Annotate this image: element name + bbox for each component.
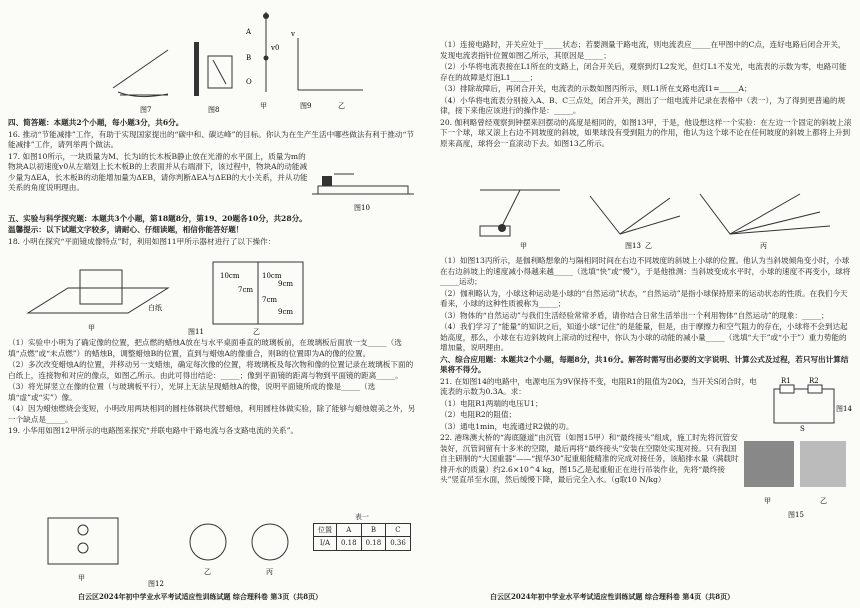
svg-text:丙: 丙	[266, 568, 273, 576]
fig11-label: 图11	[188, 328, 204, 336]
question-21-2: （2）电阻R2的阻值；	[440, 410, 517, 419]
question-20: 20. 伽利略曾经观察到钟摆来回摆动的高度是相同的，如图13甲，于是，他设想这样一个实验：在左边一个固定的斜坡上滚下一个球，球又滚上右边不同坡度的斜坡，如果球没有受到阻力的作用，他认为这个球不论在任何坡度的斜坡上都将上升到原来高度，球将会一直滚动下去。如图13乙所示。	[440, 117, 852, 148]
question-21: 21. 在如图14的电路中，电源电压为9V保持不变，电阻R1的阻值为20Ω，当开关S闭合时，电流表的示数为0.3A。求：	[440, 376, 757, 396]
svg-text:R1: R1	[781, 376, 791, 385]
question-21-1: （1）电阻R1两端的电压U1；	[440, 398, 543, 408]
svg-text:图14: 图14	[836, 404, 852, 413]
question-20-1: （1）如图13丙所示，是伽利略想象的与隔相同时间在右边不同坡度的斜坡上小球的位置。他认为当斜坡倾角变小时，小球在右边斜坡上的速度减小得越来越_____（选填“快”或“慢”），于是他推测：当斜坡变成水平时，小球的速度不再变小，球将_____运动；	[440, 256, 851, 286]
svg-text:乙: 乙	[820, 497, 827, 505]
section-6-heading: 六、综合应用题：本题共2个小题，每题8分，共16分。解答时需写出必要的文字说明、计算公式及过程，若只写出计算结果将不得分。	[440, 354, 849, 374]
section-4-heading: 四、简答题：本题共2个小题，每小题3分，共6分。	[8, 118, 184, 127]
svg-text:A: A	[246, 28, 252, 36]
svg-text:7cm: 7cm	[262, 296, 278, 304]
footer-left: 白云区2024年初中学业水平考试适应性训练试题 综合理科卷 第3页（共8页）	[78, 591, 323, 601]
fig8-label: 图8	[208, 106, 220, 114]
question-18-3: （3）将光屏竖立在像的位置（与玻璃板平行），光屏上无法呈现蜡烛A的像，说明平面镜所成的像是_____（选填“虚”或“实”）像。	[8, 382, 376, 402]
figure-14	[760, 377, 850, 433]
right-page	[440, 0, 852, 608]
fig7-label: 图7	[140, 106, 152, 114]
svg-text:图15: 图15	[788, 511, 804, 519]
svg-text:甲: 甲	[764, 497, 771, 505]
figure-11	[8, 258, 420, 336]
svg-text:10cm: 10cm	[220, 272, 240, 280]
question-18-4: （4）因为蜡烛燃烧会变短，小明改用两块相同的圆柱体钢块代替蜡烛，利用圆柱体做实验，除了能够与蜡烛媲美之外，另一个缺点是_____。	[8, 404, 416, 424]
question-20-3: （3）物体的“自然运动”与我们生活经验常常矛盾，请你结合日常生活举出一个利用物体“自然运动”的现象：_____；	[440, 310, 829, 320]
question-19-1: （1）连接电路时，开关应处于_____状态；若要测量干路电流，则电流表应_____在甲图中的C点，连好电路后闭合开关，发现电流表指针位置如图乙所示，其原因是_____；	[440, 40, 846, 60]
fig11-yi: 乙	[253, 328, 260, 336]
fig10-label: 图10	[354, 203, 370, 212]
fig9-label: 图9	[300, 102, 312, 110]
question-19-4: （4）小华将电流表分别接入A、B、C三点处，闭合开关，测出了一组电流并记录在表格中（表一），为了得到更普遍的规律，接下来他应该进行的操作是：_____。	[440, 95, 846, 115]
svg-text:R2: R2	[809, 376, 819, 385]
question-20-2: （2）伽利略认为，小球这种运动是小球的“自然运动”状态，“自然运动”是指小球保持原来的运动状态的性质。在我们今天看来，小球的这种性质被称为_____；	[440, 288, 848, 308]
question-20-4: （4）我们学习了“能量”的知识之后，知道小球“记住”的是能量，但是，由于摩擦力和空气阻力的存在，小球将不会到达起始高度，那么，小球在右边斜坡向上滚动的过程中，你认为小球的动能的减小量_____（选填“大于”或“小于”）重力势能的增加量，说明理由。	[440, 322, 848, 352]
svg-text:9cm: 9cm	[278, 280, 294, 288]
figure-10	[308, 152, 418, 214]
fig11-jia: 甲	[88, 324, 95, 332]
table-1: 表一 位置 A B C I/A 0.18 0.18 0.36	[313, 512, 411, 551]
hint-text: 温馨提示：以下试题文字较多，请耐心、仔细读题，相信你能答好题！	[8, 225, 244, 234]
question-18: 18. 小明在探究“平面镜成像特点”时，利用如图11甲所示器材进行了以下操作：	[8, 236, 276, 246]
svg-text:乙: 乙	[645, 242, 652, 250]
question-19: 19. 小华用如图12甲所示的电路图来探究“并联电路中干路电流与各支路电流的关系”。	[8, 426, 299, 435]
question-19-2: （2）小华将电流表接在L1所在的支路上，闭合开关后，观察到灯L2发光，但灯L1不发光，电流表的示数为零，电路可能存在的故障是灯泡L1_____；	[440, 62, 847, 82]
svg-text:图13: 图13	[625, 242, 641, 250]
figure-13	[440, 186, 852, 252]
svg-text:v0: v0	[271, 44, 280, 52]
svg-text:甲: 甲	[78, 574, 85, 582]
table-title: 表一	[354, 513, 369, 521]
question-22: 22. 港珠澳大桥的“海底隧道”由沉管（如图15甲）和“最终接头”组成，施工时先将沉管安装好，沉管间留有十多米的空隙，最后再将“最终接头”安装在空隙处实现对接。只有我国自主研制的“大国重器”——“振华30”起重船能精准的完成对接任务，该船排水量（满载时排开水的质量）约2.6×10^4 kg，图15乙是起重船正在进行吊装作业，先将“最终接头”竖直吊至水面，然后缓慢下降，最后完全入水。（g取10 N/kg）	[440, 433, 739, 484]
svg-text:9cm: 9cm	[278, 308, 294, 316]
question-17: 17. 如图10所示，一块质量为M、长为l的长木板B静止放在光滑的水平面上，质量为m的物块A以初速度v0从左端划上长木板B的上表面并从右端滑下，该过程中，物块A的动能减少量为ΔEA，长木板B的动能增加量为ΔEB，请你判断ΔEA与ΔEB的大小关系，并从功能关系的角度说明理由。	[8, 151, 308, 192]
svg-text:7cm: 7cm	[238, 286, 254, 294]
question-19-3: （3）排除故障后，再闭合开关，电流表的示数如图丙所示，则L1所在支路电流I1=_____A；	[440, 84, 752, 93]
figure-15	[740, 433, 850, 523]
footer-right: 白云区2024年初中学业水平考试适应性训练试题 综合理科卷 第4页（共8页）	[490, 591, 735, 601]
left-page	[8, 0, 420, 608]
svg-text:甲: 甲	[520, 242, 527, 250]
svg-text:O: O	[246, 78, 252, 86]
fig11-paper: 白纸	[148, 304, 162, 312]
svg-text:图12: 图12	[148, 580, 164, 588]
section-5-heading: 五、实验与科学探究题：本题共3个小题，第18题8分，第19、20题各10分，共28分。	[8, 213, 307, 223]
question-18-2: （2）多次改变蜡烛A的位置，并移动另一支蜡烛，确定每次像的位置，将玻璃板及每次物和像的位置记录在玻璃板下面的白纸上，连接物和对应的像点，如图乙所示。由此可得出结论：_____；像到平面镜的距离与物到平面镜的距离_____。	[8, 360, 414, 380]
question-18-1: （1）实验中小明为了确定像的位置，把点燃的蜡烛A放在与水平桌面垂直的玻璃板前，在玻璃板后面放一支_____（选填“点燃”或“未点燃”）的蜡烛B，调整蜡烛B的位置，直到与蜡烛A的像重合，则B的位置即为A的像的位置。	[8, 338, 402, 358]
svg-text:B: B	[246, 54, 252, 62]
figure-12	[8, 508, 308, 588]
fig9-jia: 甲	[260, 102, 267, 110]
question-21-3: （3）通电1min，电流通过R2做的功。	[440, 421, 574, 431]
svg-text:S: S	[800, 424, 805, 433]
svg-text:v: v	[291, 30, 295, 38]
svg-text:乙: 乙	[204, 568, 211, 576]
svg-text:10cm: 10cm	[262, 272, 282, 280]
question-16: 16. 推动“节能减排”工作，有助于实现国家提出的“碳中和、碳达峰”的目标。你认为在生产生活中哪些做法有利于推动“节能减排”工作，请列举两个做法。	[8, 129, 414, 149]
fig9-yi: 乙	[338, 102, 345, 110]
top-figures	[8, 0, 420, 116]
svg-text:丙: 丙	[760, 242, 767, 250]
